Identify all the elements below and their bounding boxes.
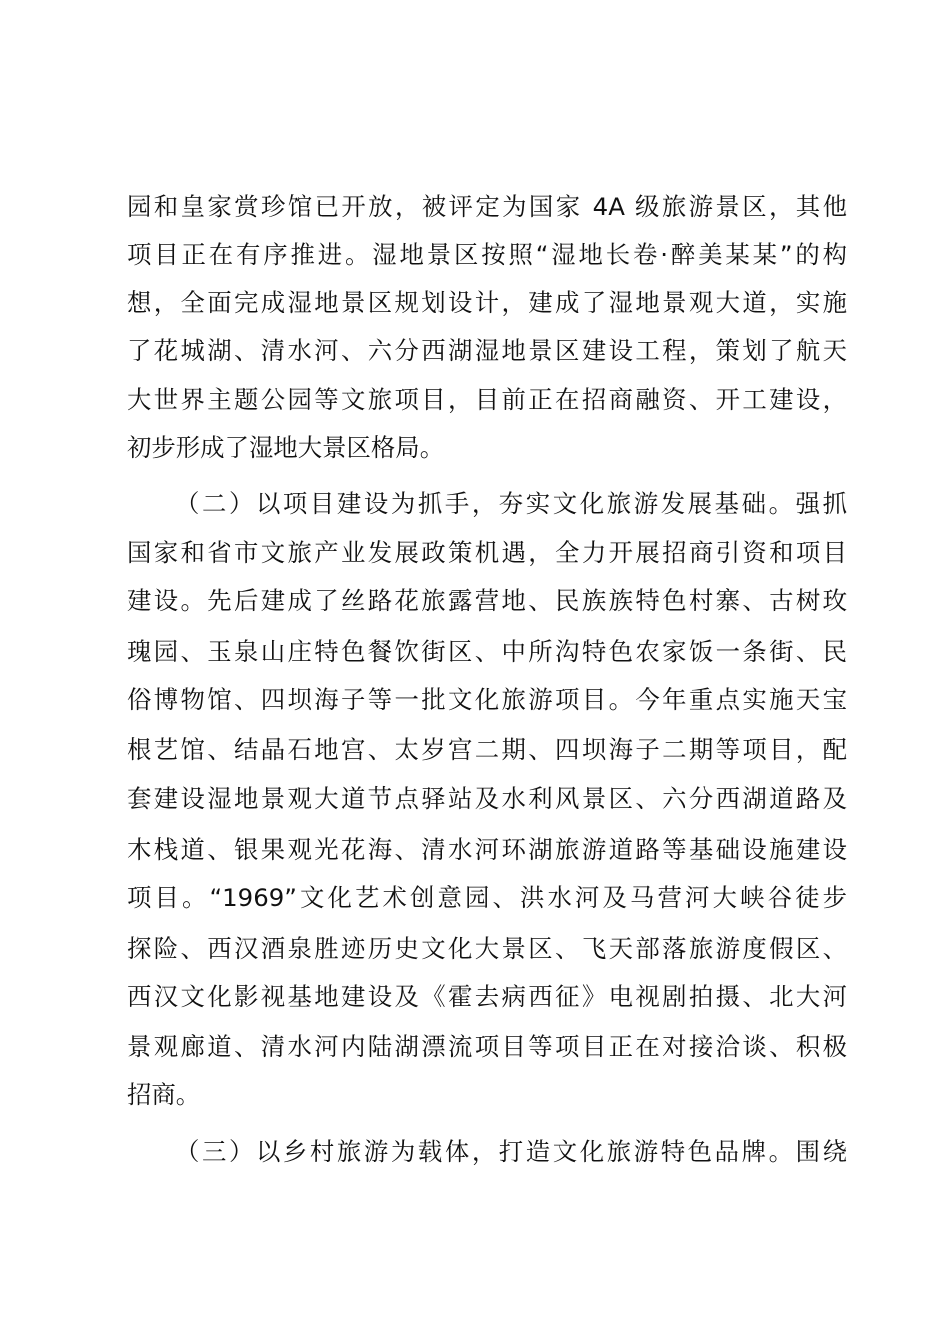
- text-line: 初步形成了湿地大景区格局。: [127, 433, 445, 462]
- text-line: 建设。先后建成了丝路花旅露营地、民族族特色村寨、古树玫: [127, 586, 847, 615]
- text-line: 景观廊道、清水河内陆湖漂流项目等项目正在对接洽谈、积极: [127, 1032, 847, 1061]
- text-line: 根艺馆、结晶石地宫、太岁宫二期、四坝海子二期等项目，配: [127, 735, 847, 764]
- text-line: 木栈道、银果观光花海、清水河环湖旅游道路等基础设施建设: [127, 835, 847, 864]
- text-line: 探险、西汉酒泉胜迹历史文化大景区、飞天部落旅游度假区、: [127, 934, 847, 963]
- text-line: 俗博物馆、四坝海子等一批文化旅游项目。今年重点实施天宝: [127, 685, 847, 714]
- text-line: 园和皇家赏珍馆已开放，被评定为国家 4A 级旅游景区，其他: [127, 192, 847, 221]
- text-line: 大世界主题公园等文旅项目，目前正在招商融资、开工建设，: [127, 385, 847, 414]
- text-line: 想，全面完成湿地景区规划设计，建成了湿地景观大道，实施: [127, 288, 847, 317]
- text-line: 套建设湿地景观大道节点驿站及水利风景区、六分西湖道路及: [127, 784, 847, 813]
- text-line: 项目正在有序推进。湿地景区按照“湿地长卷·醉美某某”的构: [127, 240, 847, 269]
- text-line: 瑰园、玉泉山庄特色餐饮街区、中所沟特色农家饭一条街、民: [127, 637, 847, 666]
- section-heading-line: （二）以项目建设为抓手，夯实文化旅游发展基础。强抓: [175, 489, 847, 518]
- text-line: 招商。: [127, 1080, 201, 1109]
- text-line: 西汉文化影视基地建设及《霍去病西征》电视剧拍摄、北大河: [127, 982, 847, 1011]
- section-heading-line: （三）以乡村旅游为载体，打造文化旅游特色品牌。围绕: [175, 1137, 847, 1166]
- text-line: 国家和省市文旅产业发展政策机遇，全力开展招商引资和项目: [127, 538, 847, 567]
- text-line: 了花城湖、清水河、六分西湖湿地景区建设工程，策划了航天: [127, 336, 847, 365]
- text-line: 项目。“1969”文化艺术创意园、洪水河及马营河大峡谷徒步: [127, 883, 847, 912]
